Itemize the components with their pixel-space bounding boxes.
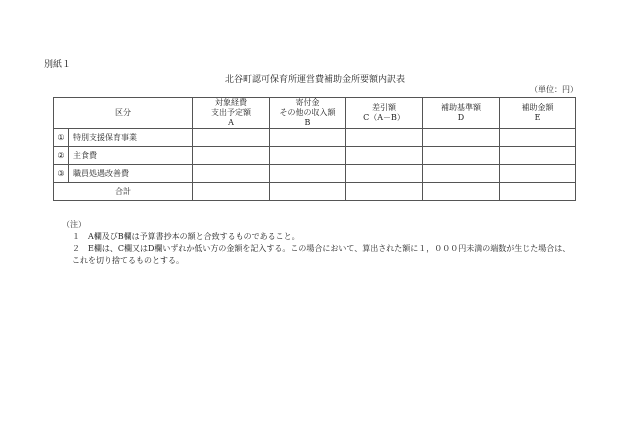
cell-d	[423, 165, 500, 183]
cell-a	[193, 147, 270, 165]
cell-d	[423, 147, 500, 165]
document-title: 北谷町認可保育所運営費補助金所要額内訳表	[224, 75, 405, 85]
total-b	[270, 183, 346, 201]
cell-c	[346, 129, 423, 147]
total-e	[500, 183, 576, 201]
row-label: 職員処遇改善費	[69, 165, 193, 183]
row-number: ②	[54, 147, 69, 165]
row-number: ①	[54, 129, 69, 147]
row-label: 主食費	[69, 147, 193, 165]
cell-a	[193, 129, 270, 147]
cell-e	[500, 147, 576, 165]
header-e: 補助金額 E	[500, 98, 576, 129]
total-label: 合計	[54, 183, 193, 201]
cell-e	[500, 129, 576, 147]
notes-section	[62, 219, 570, 267]
row-label: 特別支援保育事業	[69, 129, 193, 147]
header-c: 差引額 C（A－B）	[346, 98, 423, 129]
note-2-continuation: これを切り捨てるものとする。	[72, 256, 184, 265]
cell-e	[500, 165, 576, 183]
note-1: １ A欄及びB欄は予算書抄本の額と合致するものであること。	[72, 232, 300, 241]
header-a: 対象経費 支出予定額 A	[193, 98, 270, 129]
note-2: ２ E欄は、C欄又はD欄いずれか低い方の金額を記入する。この場合において、算出された額に１，０００円未満の端数が生じた場合は、	[72, 244, 571, 253]
header-b: 寄付金 その他の収入額 B	[270, 98, 346, 129]
header-category: 区分	[54, 98, 193, 129]
header-row	[54, 98, 576, 129]
row-number: ③	[54, 165, 69, 183]
unit-label: （単位：円）	[530, 85, 578, 94]
notes-heading: （注）	[62, 220, 86, 229]
table-row	[54, 147, 576, 165]
breakdown-table	[53, 97, 576, 201]
document-label: 別紙１	[44, 60, 72, 70]
cell-c	[346, 165, 423, 183]
total-a	[193, 183, 270, 201]
table-row	[54, 165, 576, 183]
cell-b	[270, 165, 346, 183]
header-d: 補助基準額 D	[423, 98, 500, 129]
cell-d	[423, 129, 500, 147]
cell-a	[193, 165, 270, 183]
cell-b	[270, 147, 346, 165]
total-row	[54, 183, 576, 201]
total-d	[423, 183, 500, 201]
cell-b	[270, 129, 346, 147]
cell-c	[346, 147, 423, 165]
total-c	[346, 183, 423, 201]
table-row	[54, 129, 576, 147]
